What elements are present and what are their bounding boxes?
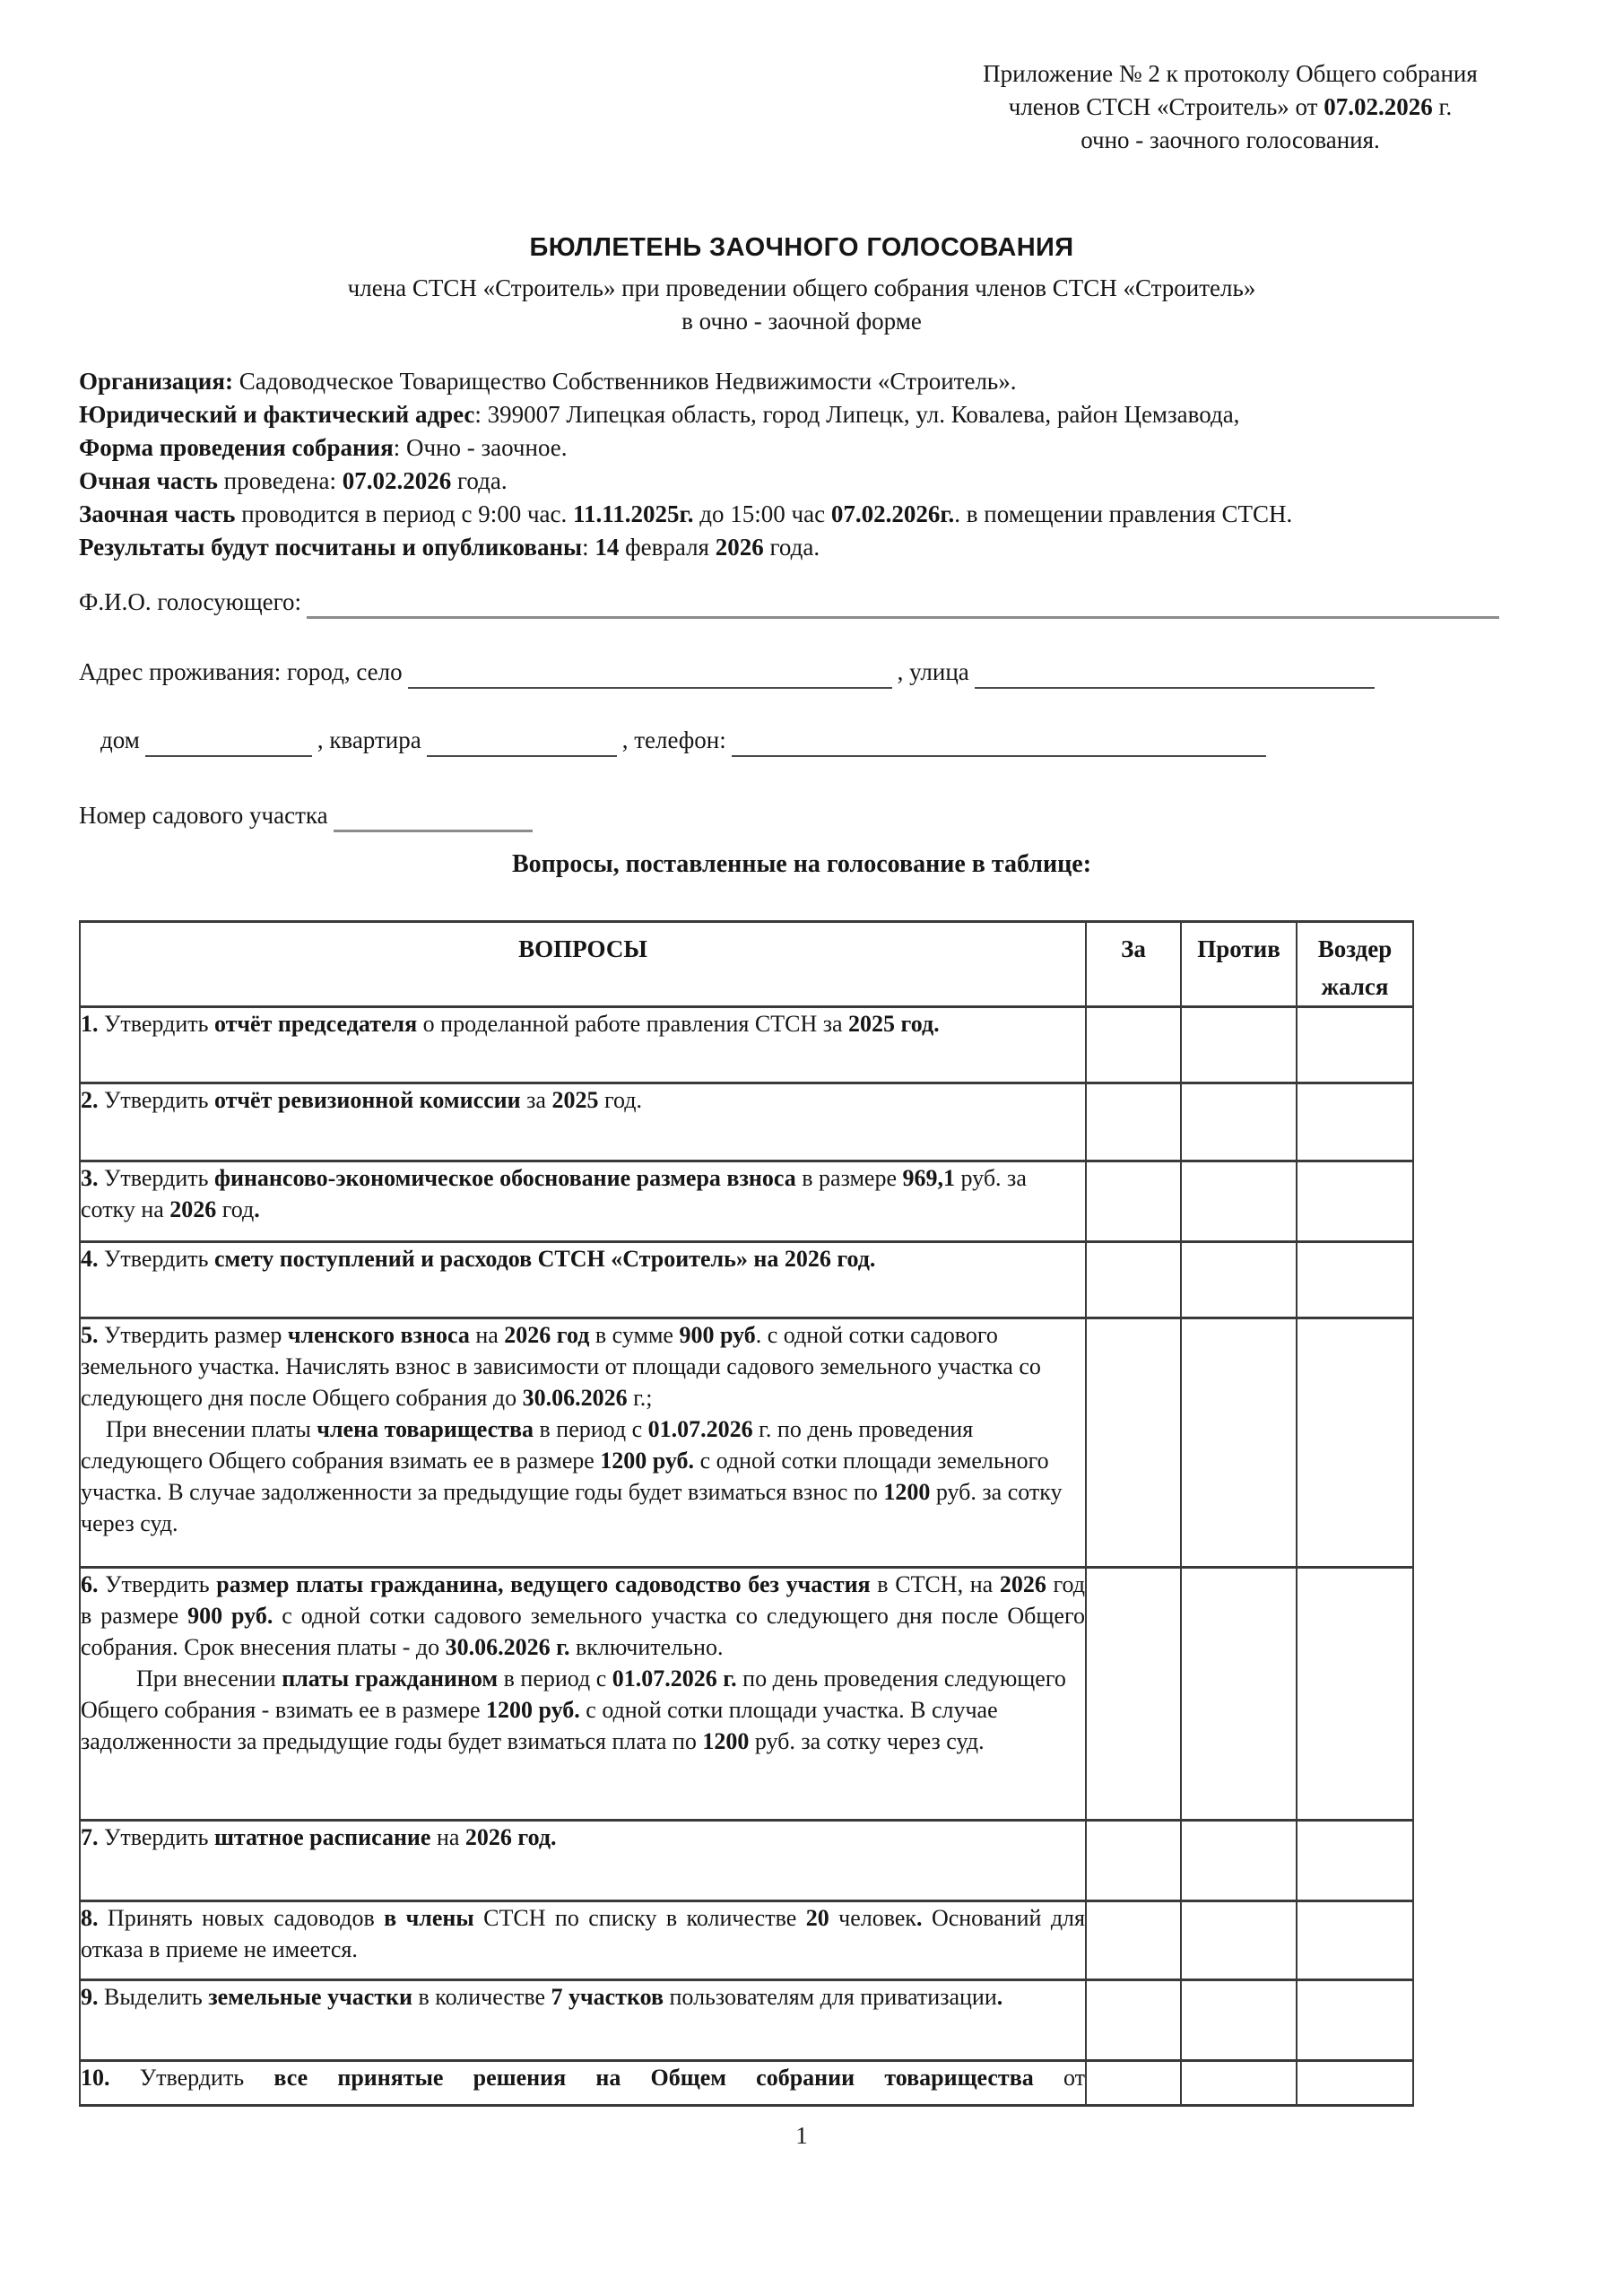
bold-text: Организация: xyxy=(79,368,233,395)
text: Утвердить xyxy=(98,1571,217,1597)
question-paragraph xyxy=(81,1008,1085,1039)
text: на xyxy=(430,1824,465,1850)
text: Садоводческое Товарищество Собственников Недвижимости «Строитель». xyxy=(232,368,1017,395)
text: года. xyxy=(451,467,508,494)
vote-cell-abstain-9[interactable] xyxy=(1297,1980,1413,2061)
bold-text: размер платы гражданина, ведущего садоводство без участия xyxy=(216,1571,871,1597)
bold-text: Очная часть xyxy=(79,467,218,494)
vote-cell-against-8[interactable] xyxy=(1181,1901,1297,1980)
text-line xyxy=(906,91,1555,124)
text: февраля xyxy=(619,534,716,561)
vote-cell-for-6[interactable] xyxy=(1086,1568,1181,1821)
text: руб. за сотку на xyxy=(81,1165,1027,1222)
bold-text: 1200 xyxy=(883,1479,931,1505)
question-paragraph xyxy=(81,1663,1085,1757)
bold-text: 01.07.2026 г. xyxy=(612,1665,737,1692)
text-line xyxy=(79,531,1524,564)
document-subtitle-1: члена СТСН «Строитель» при проведении общего собрания членов СТСН «Строитель» xyxy=(347,274,1256,301)
bold-text: смету поступлений и расходов СТСН «Строитель» на 2026 год. xyxy=(213,1246,876,1272)
question-row-2 xyxy=(80,1083,1413,1161)
question-paragraph xyxy=(81,1243,1085,1274)
bold-text: 2026 xyxy=(715,534,764,561)
vote-cell-against-5[interactable] xyxy=(1181,1318,1297,1568)
bold-text: 2026 xyxy=(999,1571,1046,1597)
question-paragraph xyxy=(81,1084,1085,1116)
bold-text: . xyxy=(916,1905,923,1931)
text: г.; xyxy=(627,1385,653,1411)
text: Утвердить xyxy=(109,2065,274,2091)
vote-cell-against-3[interactable] xyxy=(1181,1161,1297,1242)
text: до 15:00 час xyxy=(693,500,831,527)
bold-text: Заочная часть xyxy=(79,500,236,527)
text: : 399007 Липецкая область, город Липецк, ул. Ковалева, район Цемзавода, xyxy=(474,401,1240,428)
text: Оснований для отказа в приеме не имеется. xyxy=(81,1905,1085,1962)
column-header-against: Против xyxy=(1181,922,1297,1007)
document-title: БЮЛЛЕТЕНЬ ЗАОЧНОГО ГОЛОСОВАНИЯ xyxy=(529,233,1074,262)
bold-text: Форма проведения собрания xyxy=(79,434,394,461)
text: Приложение № 2 к протоколу Общего собрания xyxy=(983,60,1478,87)
text: в период с xyxy=(534,1416,648,1442)
text: руб. за сотку через суд. xyxy=(81,1479,1063,1536)
apartment-label: , квартира xyxy=(317,726,421,753)
bold-text: 2. xyxy=(81,1087,99,1113)
bold-text: 01.07.2026 xyxy=(647,1416,753,1442)
address-line xyxy=(79,656,1524,689)
bold-text: 30.06.2026 xyxy=(522,1385,628,1411)
vote-cell-for-1[interactable] xyxy=(1086,1007,1181,1083)
vote-cell-against-2[interactable] xyxy=(1181,1083,1297,1161)
appendix-note xyxy=(906,57,1555,157)
question-cell-6 xyxy=(80,1568,1086,1821)
question-row-5 xyxy=(80,1318,1413,1568)
text: с одной сотки площади участка. В случае задолженности за предыдущие годы будет взиматься плата по xyxy=(81,1697,998,1754)
question-row-6 xyxy=(80,1568,1413,1821)
bold-text: 30.06.2026 г. xyxy=(445,1634,570,1660)
text: пользователям для приватизации xyxy=(664,1984,997,2010)
text: год xyxy=(216,1196,255,1222)
text: . с одной сотки садового земельного участка. Начислять взнос в зависимости от площади садового земельного участка со следующего дня после Общего собрания до xyxy=(81,1322,1041,1411)
question-paragraph xyxy=(81,1162,1085,1225)
text-line xyxy=(79,498,1524,531)
bold-text: 900 руб. xyxy=(187,1603,273,1629)
text: членов СТСН «Строитель» от xyxy=(1008,93,1324,120)
bold-text: члена товарищества xyxy=(317,1416,534,1442)
question-row-10 xyxy=(80,2061,1413,2106)
text: Принять новых садоводов xyxy=(98,1905,385,1931)
table-header-row xyxy=(80,922,1413,1007)
bold-text: финансово-экономическое обоснование размера взноса xyxy=(213,1165,796,1191)
question-cell-8 xyxy=(80,1901,1086,1980)
question-paragraph xyxy=(81,1981,1085,2013)
vote-cell-against-1[interactable] xyxy=(1181,1007,1297,1083)
question-paragraph xyxy=(81,1822,1085,1853)
phone-label: , телефон: xyxy=(621,726,726,753)
text: . в помещении правления СТСН. xyxy=(954,500,1293,527)
text: проведена: xyxy=(217,467,343,494)
fio-line xyxy=(79,586,1524,619)
bold-text: 07.02.2026г. xyxy=(830,500,955,527)
vote-cell-abstain-7[interactable] xyxy=(1297,1821,1413,1901)
bold-text: 2026 год xyxy=(504,1322,590,1348)
text: Утвердить размер xyxy=(98,1322,288,1348)
bold-text: членского взноса xyxy=(287,1322,470,1348)
vote-cell-against-6[interactable] xyxy=(1181,1568,1297,1821)
house-line xyxy=(79,724,1524,757)
vote-cell-for-5[interactable] xyxy=(1086,1318,1181,1568)
text: за xyxy=(520,1087,552,1113)
street-blank-field[interactable] xyxy=(975,663,1375,689)
text: Утвердить xyxy=(98,1824,214,1850)
bold-text: 900 руб xyxy=(679,1322,756,1348)
text: Утвердить xyxy=(98,1087,214,1113)
vote-cell-abstain-3[interactable] xyxy=(1297,1161,1413,1242)
text: очно - заочного голосования. xyxy=(1081,126,1380,153)
text: : Очно - заочное. xyxy=(393,434,568,461)
text: в количестве xyxy=(412,1984,551,2010)
column-header-questions: ВОПРОСЫ xyxy=(80,922,1086,1007)
bold-text: платы гражданином xyxy=(282,1665,499,1692)
text-line xyxy=(906,57,1555,91)
question-cell-2 xyxy=(80,1083,1086,1161)
table-heading: Вопросы, поставленные на голосование в таблице: xyxy=(511,850,1092,878)
bold-text: 8. xyxy=(81,1905,99,1931)
house-label: дом xyxy=(100,726,140,753)
text: по день проведения следующего Общего собрания - взимать ее в размере xyxy=(81,1665,1066,1723)
question-cell-4 xyxy=(80,1242,1086,1318)
question-row-7 xyxy=(80,1821,1413,1901)
column-header-abstain: Воздер жался xyxy=(1297,922,1413,1007)
vote-cell-abstain-2[interactable] xyxy=(1297,1083,1413,1161)
vote-cell-for-3[interactable] xyxy=(1086,1161,1181,1242)
bold-text: 4. xyxy=(81,1246,99,1272)
bold-text: 14 xyxy=(595,534,620,561)
text: включительно. xyxy=(569,1634,724,1660)
bold-text: . xyxy=(996,1984,1003,2010)
text: в период с xyxy=(498,1665,612,1692)
phone-blank-field[interactable] xyxy=(732,731,1266,757)
question-cell-3 xyxy=(80,1161,1086,1242)
text: год. xyxy=(598,1087,642,1113)
question-paragraph xyxy=(81,2062,1085,2093)
question-row-8 xyxy=(80,1901,1413,1980)
vote-cell-abstain-6[interactable] xyxy=(1297,1568,1413,1821)
question-paragraph xyxy=(81,1413,1085,1539)
column-header-for: За xyxy=(1086,922,1181,1007)
bold-text: 11.11.2025г. xyxy=(573,500,694,527)
text: от xyxy=(1033,2065,1085,2091)
vote-cell-abstain-10[interactable] xyxy=(1297,2061,1413,2106)
question-paragraph xyxy=(81,1569,1085,1663)
address-label: Адрес проживания: город, село xyxy=(79,658,403,685)
apartment-blank-field[interactable] xyxy=(427,731,617,757)
bold-text: 2025 xyxy=(551,1087,599,1113)
bold-text: 7 участков xyxy=(551,1984,664,2010)
text: год в размере xyxy=(81,1571,1085,1629)
question-paragraph xyxy=(81,1902,1085,1965)
text: года. xyxy=(763,534,820,561)
vote-cell-for-10[interactable] xyxy=(1086,2061,1181,2106)
text: в СТСН, на xyxy=(870,1571,1000,1597)
text: Утвердить xyxy=(98,1165,214,1191)
vote-cell-against-10[interactable] xyxy=(1181,2061,1297,2106)
text: в сумме xyxy=(589,1322,680,1348)
text: Выделить xyxy=(98,1984,209,2010)
street-label: , улица xyxy=(897,658,969,685)
vote-cell-for-7[interactable] xyxy=(1086,1821,1181,1901)
vote-cell-abstain-4[interactable] xyxy=(1297,1242,1413,1318)
bold-text: 1. xyxy=(81,1011,99,1037)
bold-text: 6. xyxy=(81,1571,99,1597)
voting-table-body xyxy=(80,1007,1413,2106)
text: Утвердить xyxy=(98,1246,214,1272)
bold-text: штатное расписание xyxy=(213,1824,431,1850)
bold-text: Юридический и фактический адрес xyxy=(79,401,475,428)
question-row-3 xyxy=(80,1161,1413,1242)
text: г. по день проведения следующего Общего собрания взимать ее в размере xyxy=(81,1416,974,1474)
bold-text: 1200 руб. xyxy=(600,1448,695,1474)
question-cell-5 xyxy=(80,1318,1086,1568)
document-subtitle-2: в очно - заочной форме xyxy=(681,308,922,335)
plot-label: Номер садового участка xyxy=(79,802,328,829)
text: с одной сотки садового земельного участка со следующего дня после Общего собрания. Срок внесения платы - до xyxy=(81,1603,1085,1660)
bold-text: 2026 год. xyxy=(464,1824,557,1850)
vote-cell-abstain-8[interactable] xyxy=(1297,1901,1413,1980)
text: СТСН по списку в количестве xyxy=(473,1905,806,1931)
text-line xyxy=(79,398,1524,431)
question-paragraph xyxy=(81,1319,1085,1413)
vote-cell-abstain-5[interactable] xyxy=(1297,1318,1413,1568)
bold-text: 3. xyxy=(81,1165,99,1191)
text: : xyxy=(582,534,595,561)
text: в размере xyxy=(795,1165,903,1191)
question-row-9 xyxy=(80,1980,1413,2061)
bold-text: 9. xyxy=(81,1984,99,2010)
bold-text: 1200 xyxy=(702,1728,750,1754)
vote-cell-against-4[interactable] xyxy=(1181,1242,1297,1318)
bold-text: 2026 xyxy=(169,1196,217,1222)
bold-text: Результаты будут посчитаны и опубликованы xyxy=(79,534,583,561)
text: При внесении платы xyxy=(106,1416,317,1442)
bold-text: все принятые решения на Общем собрании товарищества xyxy=(273,2065,1034,2091)
question-cell-10 xyxy=(80,2061,1086,2106)
fio-blank-field[interactable] xyxy=(307,592,1499,619)
vote-cell-for-9[interactable] xyxy=(1086,1980,1181,2061)
vote-cell-for-4[interactable] xyxy=(1086,1242,1181,1318)
text-line xyxy=(79,465,1524,498)
vote-cell-for-2[interactable] xyxy=(1086,1083,1181,1161)
text: человек xyxy=(829,1905,917,1931)
city-blank-field[interactable] xyxy=(408,663,892,689)
text: При внесении xyxy=(136,1665,282,1692)
bold-text: 07.02.2026 xyxy=(1324,93,1433,120)
voting-table xyxy=(79,920,1414,2107)
bold-text: земельные участки xyxy=(208,1984,413,2010)
intro-block xyxy=(79,365,1524,564)
bold-text: 7. xyxy=(81,1824,99,1850)
text-line xyxy=(906,124,1555,157)
question-row-4 xyxy=(80,1242,1413,1318)
question-cell-7 xyxy=(80,1821,1086,1901)
house-number-blank-field[interactable] xyxy=(145,731,312,757)
bold-text: 5. xyxy=(81,1322,99,1348)
plot-number-blank-field[interactable] xyxy=(334,805,533,832)
text: о проделанной работе правления СТСН за xyxy=(417,1011,849,1037)
bold-text: отчёт ревизионной комиссии xyxy=(213,1087,521,1113)
bold-text: отчёт председателя xyxy=(213,1011,418,1037)
bold-text: 969,1 xyxy=(902,1165,956,1191)
question-cell-1 xyxy=(80,1007,1086,1083)
bold-text: 07.02.2026 xyxy=(342,467,452,494)
vote-cell-for-8[interactable] xyxy=(1086,1901,1181,1980)
text: на xyxy=(469,1322,505,1348)
bold-text: 1200 руб. xyxy=(486,1697,580,1723)
plot-line xyxy=(79,799,1524,832)
text-line xyxy=(79,365,1524,398)
bold-text: 10. xyxy=(81,2065,110,2091)
page-number: 1 xyxy=(795,2122,808,2149)
vote-cell-against-7[interactable] xyxy=(1181,1821,1297,1901)
text: Утвердить xyxy=(98,1011,214,1037)
text-line xyxy=(79,431,1524,465)
bold-text: . xyxy=(254,1196,260,1222)
text: проводится в период с 9:00 час. xyxy=(235,500,574,527)
bold-text: 2025 год. xyxy=(848,1011,940,1037)
text: г. xyxy=(1432,93,1453,120)
vote-cell-abstain-1[interactable] xyxy=(1297,1007,1413,1083)
bold-text: 20 xyxy=(805,1905,829,1931)
text: руб. за сотку через суд. xyxy=(749,1728,985,1754)
fio-label: Ф.И.О. голосующего: xyxy=(79,588,301,615)
text: с одной сотки площади земельного участка. В случае задолженности за предыдущие годы будет взиматься взнос по xyxy=(81,1448,1049,1505)
question-cell-9 xyxy=(80,1980,1086,2061)
bold-text: в члены xyxy=(384,1905,474,1931)
vote-cell-against-9[interactable] xyxy=(1181,1980,1297,2061)
question-row-1 xyxy=(80,1007,1413,1083)
